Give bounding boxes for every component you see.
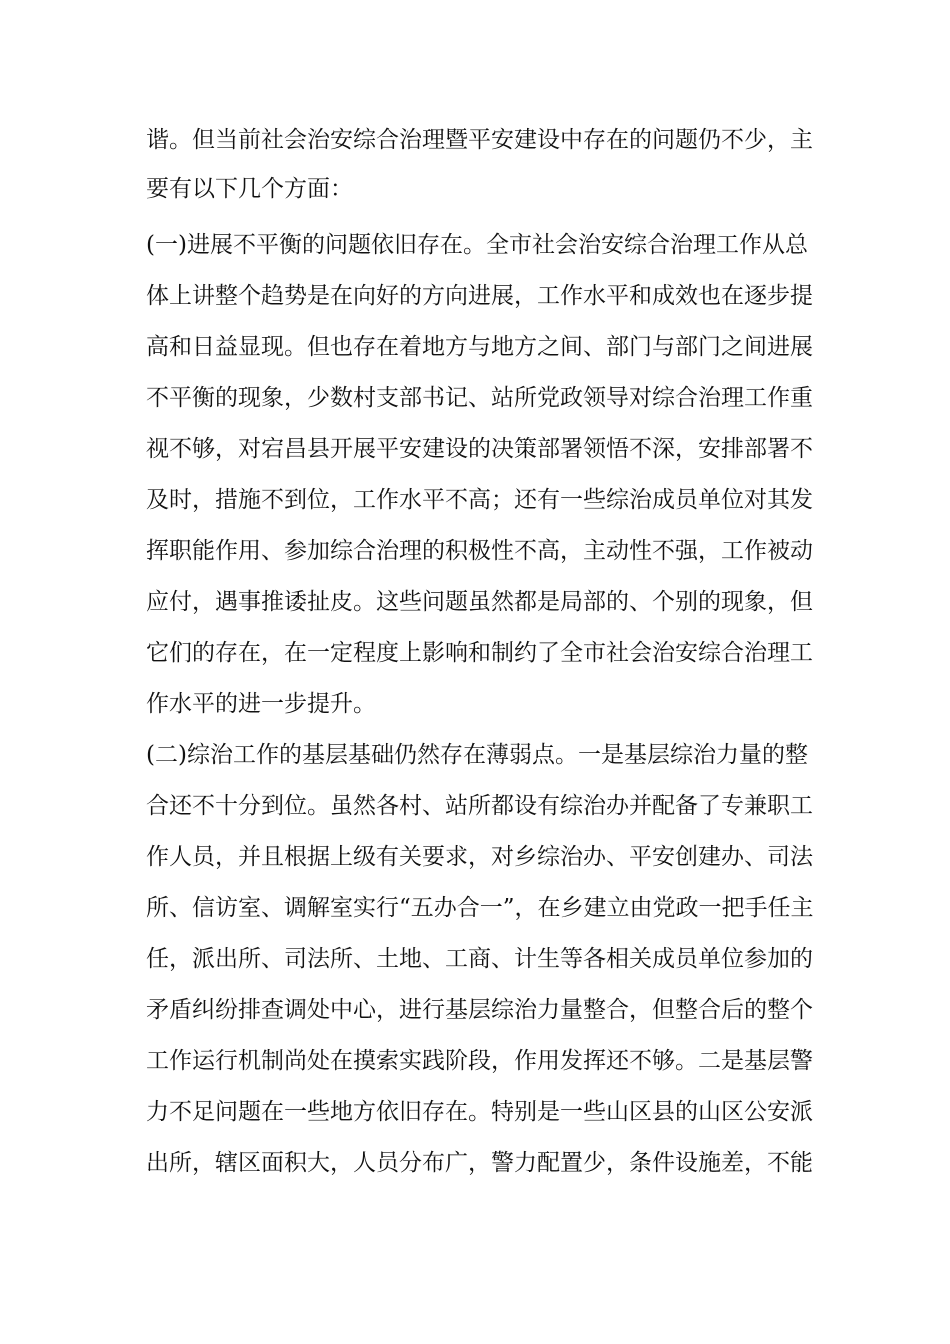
paragraph-two-heading-line: (二)综治工作的基层基础仍然存在薄弱点。一是基层综治力量的整 bbox=[146, 742, 808, 768]
text-line: 要有以下几个方面： bbox=[146, 176, 353, 202]
text-line: 应付，遇事推诿扯皮。这些问题虽然都是局部的、个别的现象，但 bbox=[146, 589, 813, 615]
text-line: 所、信访室、调解室实行“五办合一”，在乡建立由党政一把手任主 bbox=[146, 895, 814, 921]
text-line: 不平衡的现象，少数村支部书记、站所党政领导对综合治理工作重 bbox=[146, 385, 813, 411]
paragraph-one-heading-line: (一)进展不平衡的问题依旧存在。全市社会治安综合治理工作从总 bbox=[146, 232, 808, 258]
text-line: 挥职能作用、参加综合治理的积极性不高，主动性不强，工作被动 bbox=[146, 538, 813, 564]
text-line: 合还不十分到位。虽然各村、站所都设有综治办并配备了专兼职工 bbox=[146, 793, 813, 819]
text-line: 视不够，对宕昌县开展平安建设的决策部署领悟不深，安排部署不 bbox=[146, 436, 813, 462]
text-line: 出所，辖区面积大，人员分布广，警力配置少，条件设施差，不能 bbox=[146, 1150, 813, 1176]
text-line: 任，派出所、司法所、土地、工商、计生等各相关成员单位参加的 bbox=[146, 946, 813, 972]
text-line: 工作运行机制尚处在摸索实践阶段，作用发挥还不够。二是基层警 bbox=[146, 1048, 813, 1074]
text-line: 它们的存在，在一定程度上影响和制约了全市社会治安综合治理工 bbox=[146, 640, 813, 666]
text-line: 矛盾纠纷排查调处中心，进行基层综治力量整合，但整合后的整个 bbox=[146, 997, 813, 1023]
text-line: 高和日益显现。但也存在着地方与地方之间、部门与部门之间进展 bbox=[146, 334, 813, 360]
text-line: 作人员，并且根据上级有关要求，对乡综治办、平安创建办、司法 bbox=[146, 844, 813, 870]
text-line: 及时，措施不到位，工作水平不高；还有一些综治成员单位对其发 bbox=[146, 487, 813, 513]
text-line: 力不足问题在一些地方依旧存在。特别是一些山区县的山区公安派 bbox=[146, 1099, 813, 1125]
text-line: 体上讲整个趋势是在向好的方向进展，工作水平和成效也在逐步提 bbox=[146, 283, 813, 309]
text-line: 谐。但当前社会治安综合治理暨平安建设中存在的问题仍不少，主 bbox=[146, 127, 813, 153]
text-line: 作水平的进一步提升。 bbox=[146, 691, 376, 717]
